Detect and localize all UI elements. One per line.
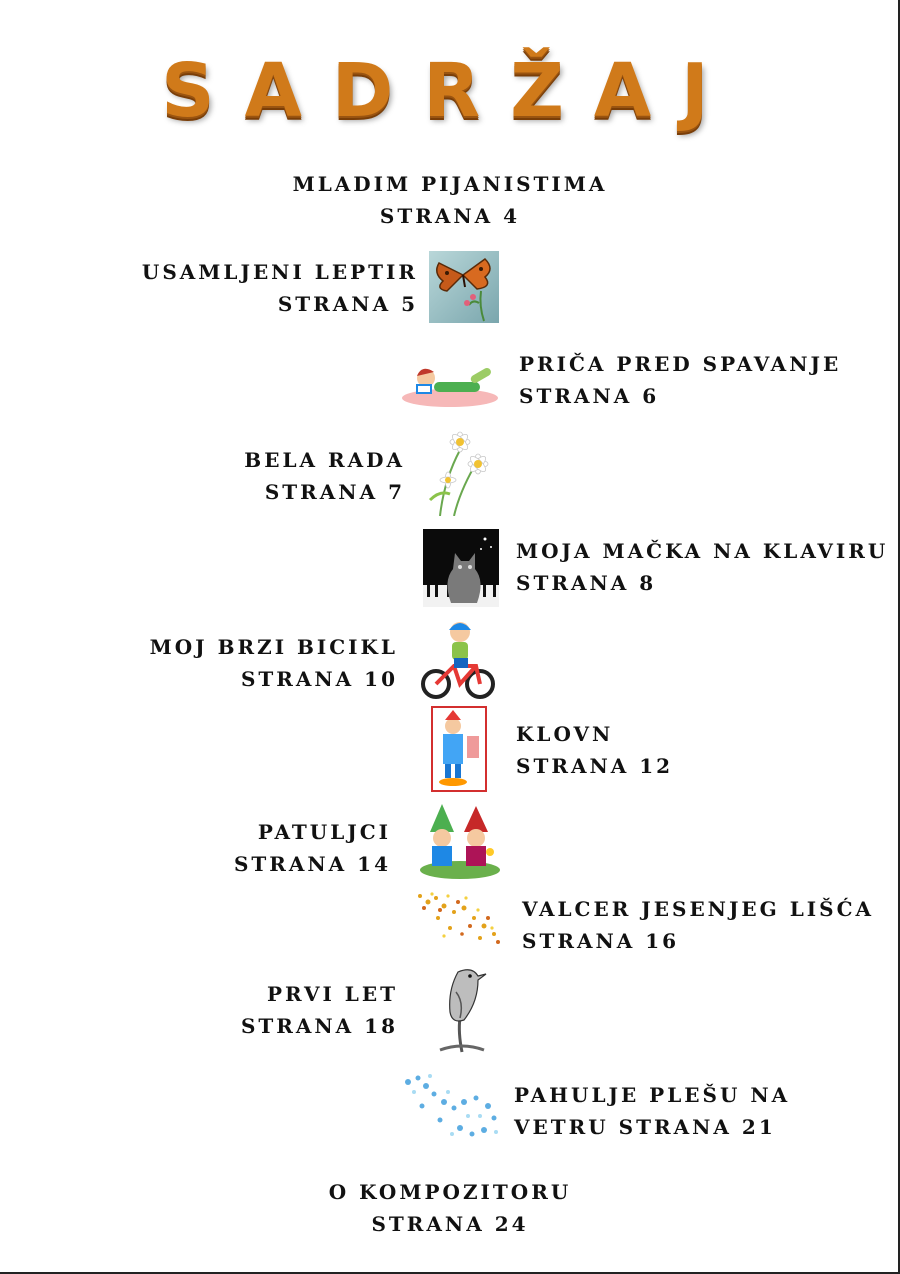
toc-entry-page: STRANA 12	[516, 754, 674, 778]
toc-entry-title: BELA RADA	[244, 448, 405, 472]
toc-entry-mladim-pijanistima	[250, 168, 650, 232]
toc-entry-title: VALCER JESENJEG LIŠĆA	[522, 897, 875, 921]
snowflakes-picture-icon	[402, 1072, 502, 1140]
toc-entry-page: STRANA 14	[233, 852, 391, 876]
toc-entry-usamljeni-leptir	[100, 256, 418, 320]
toc-entry-pahulje-plesu-na-vetru	[514, 1079, 844, 1143]
toc-entry-prica-pred-spavanje	[519, 348, 849, 412]
toc-entry-page: STRANA 18	[240, 1014, 398, 1038]
toc-entry-prvi-let	[100, 978, 398, 1042]
toc-entry-title: USAMLJENI LEPTIR	[141, 260, 418, 284]
butterfly-picture-icon	[429, 251, 499, 323]
toc-entry-page: STRANA 8	[516, 571, 657, 595]
toc-entry-moja-macka-na-klaviru	[516, 535, 889, 599]
toc-entry-title: PAHULJE PLEŠU NA	[514, 1083, 791, 1107]
autumn-leaves-picture-icon	[414, 888, 504, 948]
toc-entry-title: O KOMPOZITORU	[328, 1180, 572, 1204]
toc-entry-title: MOJ BRZI BICIKL	[149, 635, 398, 659]
toc-entry-page: STRANA 5	[277, 292, 418, 316]
toc-entry-page: VETRU STRANA 21	[514, 1115, 776, 1139]
reading-girl-picture-icon	[400, 356, 500, 410]
dwarfs-picture-icon	[418, 800, 502, 880]
toc-entry-klovn	[516, 718, 816, 782]
toc-entry-title: MOJA MAČKA NA KLAVIRU	[516, 539, 889, 563]
toc-entry-title: PRVI LET	[267, 982, 398, 1006]
bird-picture-icon	[434, 962, 490, 1056]
toc-entry-moj-brzi-bicikl	[100, 631, 398, 695]
toc-entry-bela-rada	[100, 444, 405, 508]
toc-entry-page: STRANA 16	[522, 929, 680, 953]
toc-entry-patuljci	[100, 816, 391, 880]
toc-entry-title: PATULJCI	[257, 820, 391, 844]
toc-entry-page: STRANA 6	[519, 384, 660, 408]
cat-on-piano-picture-icon	[423, 529, 499, 607]
toc-entry-page: STRANA 24	[371, 1212, 529, 1236]
toc-entry-title: PRIČA PRED SPAVANJE	[519, 352, 842, 376]
toc-entry-page: STRANA 7	[264, 480, 405, 504]
boy-on-bicycle-picture-icon	[420, 618, 498, 700]
clown-picture-icon	[431, 706, 487, 792]
toc-entry-title: KLOVN	[516, 722, 614, 746]
toc-entry-page: STRANA 10	[240, 667, 398, 691]
toc-entry-title: MLADIM PIJANISTIMA	[292, 172, 608, 196]
toc-entry-o-kompozitoru	[250, 1176, 650, 1240]
toc-entry-valcer-jesenjeg-lisca	[522, 893, 875, 957]
toc-entry-page: STRANA 4	[379, 204, 521, 228]
page-title: SADRŽAJ	[161, 48, 739, 134]
daisy-flowers-picture-icon	[420, 420, 498, 516]
